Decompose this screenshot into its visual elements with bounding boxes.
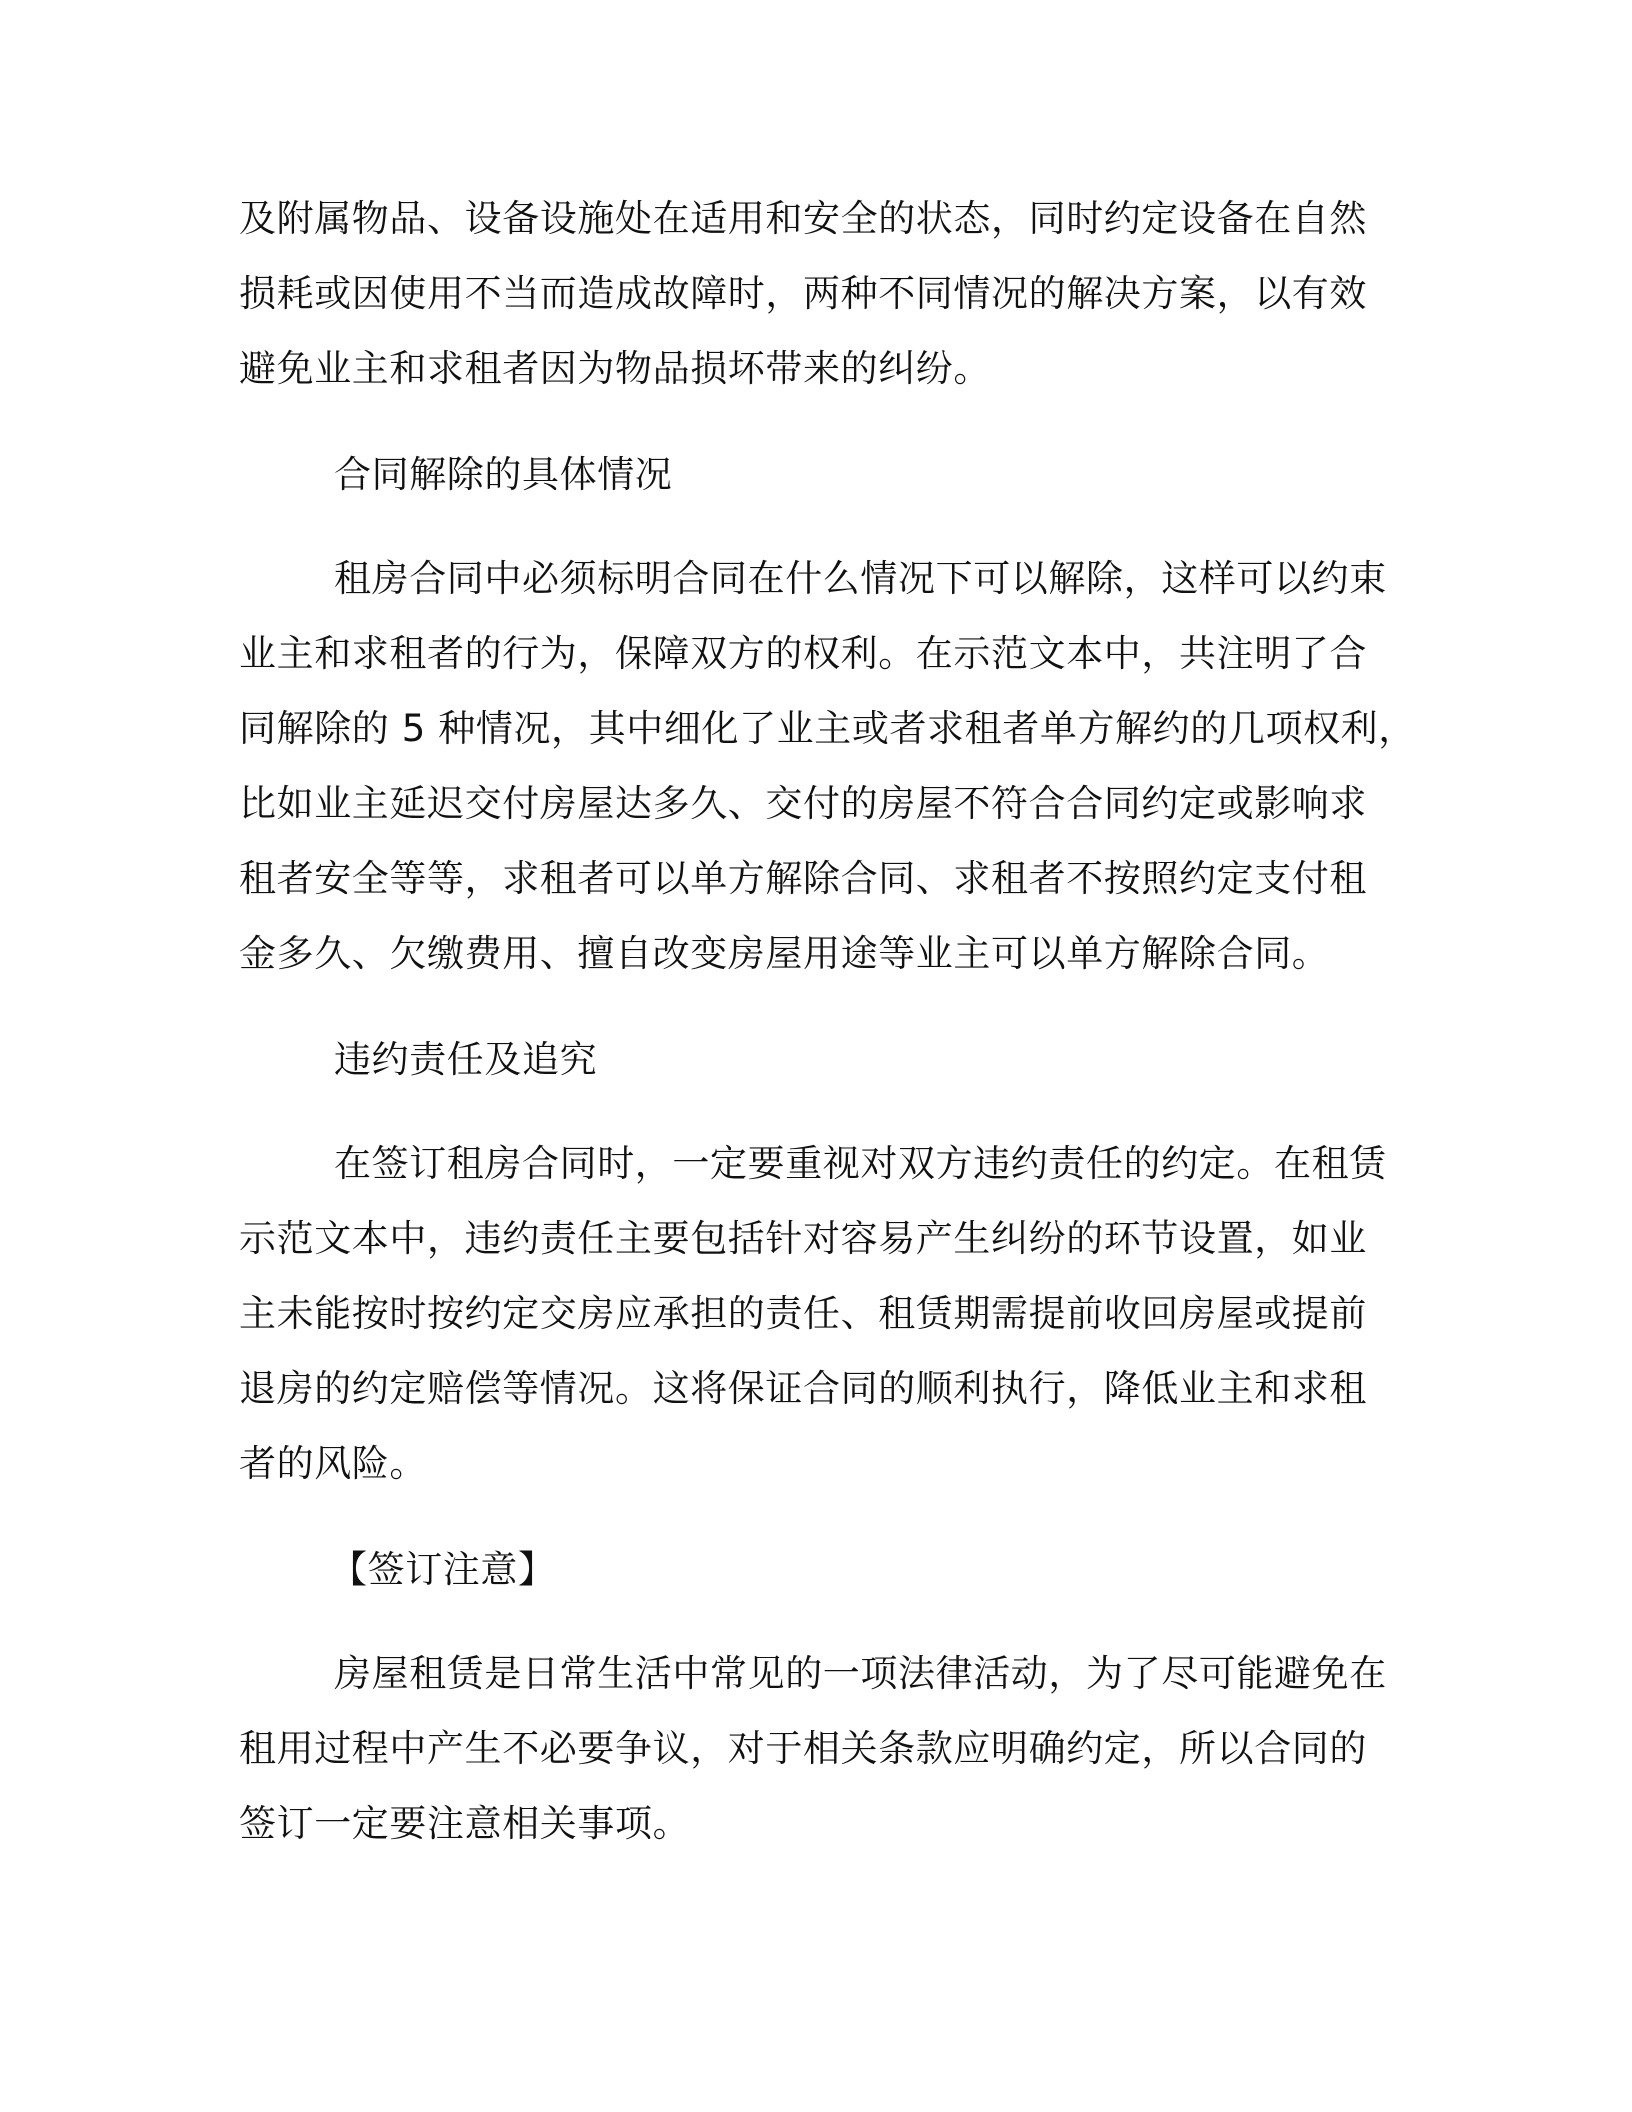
paragraph-line: 退房的约定赔偿等情况。这将保证合同的顺利执行，降低业主和求租 <box>239 1367 1367 1410</box>
paragraph-line: 租用过程中产生不必要争议，对于相关条款应明确约定，所以合同的 <box>239 1727 1367 1770</box>
paragraph-line: 及附属物品、设备设施处在适用和安全的状态，同时约定设备在自然 <box>239 197 1367 240</box>
paragraph-line: 业主和求租者的行为，保障双方的权利。在示范文本中，共注明了合 <box>239 632 1367 675</box>
paragraph-line: 在签订租房合同时，一定要重视对双方违约责任的约定。在租赁 <box>334 1142 1387 1185</box>
paragraph-line: 租者安全等等，求租者可以单方解除合同、求租者不按照约定支付租 <box>239 857 1367 900</box>
paragraph-line: 损耗或因使用不当而造成故障时，两种不同情况的解决方案，以有效 <box>239 272 1367 315</box>
section-heading: 合同解除的具体情况 <box>334 453 673 496</box>
paragraph-line: 金多久、欠缴费用、擅自改变房屋用途等业主可以单方解除合同。 <box>239 932 1330 975</box>
paragraph-line: 签订一定要注意相关事项。 <box>239 1802 691 1845</box>
paragraph-line: 同解除的 5 种情况，其中细化了业主或者求租者单方解约的几项权利， <box>239 707 1416 750</box>
paragraph-line: 避免业主和求租者因为物品损坏带来的纠纷。 <box>239 347 991 390</box>
paragraph-line: 租房合同中必须标明合同在什么情况下可以解除，这样可以约束 <box>334 557 1387 600</box>
section-heading: 【签订注意】 <box>330 1548 556 1591</box>
paragraph-line: 主未能按时按约定交房应承担的责任、租赁期需提前收回房屋或提前 <box>239 1292 1367 1335</box>
paragraph-line: 比如业主延迟交付房屋达多久、交付的房屋不符合合同约定或影响求 <box>239 782 1367 825</box>
section-heading: 违约责任及追究 <box>334 1038 598 1081</box>
paragraph-line: 者的风险。 <box>239 1442 427 1485</box>
paragraph-line: 示范文本中，违约责任主要包括针对容易产生纠纷的环节设置，如业 <box>239 1217 1367 1260</box>
paragraph-line: 房屋租赁是日常生活中常见的一项法律活动，为了尽可能避免在 <box>334 1652 1387 1695</box>
